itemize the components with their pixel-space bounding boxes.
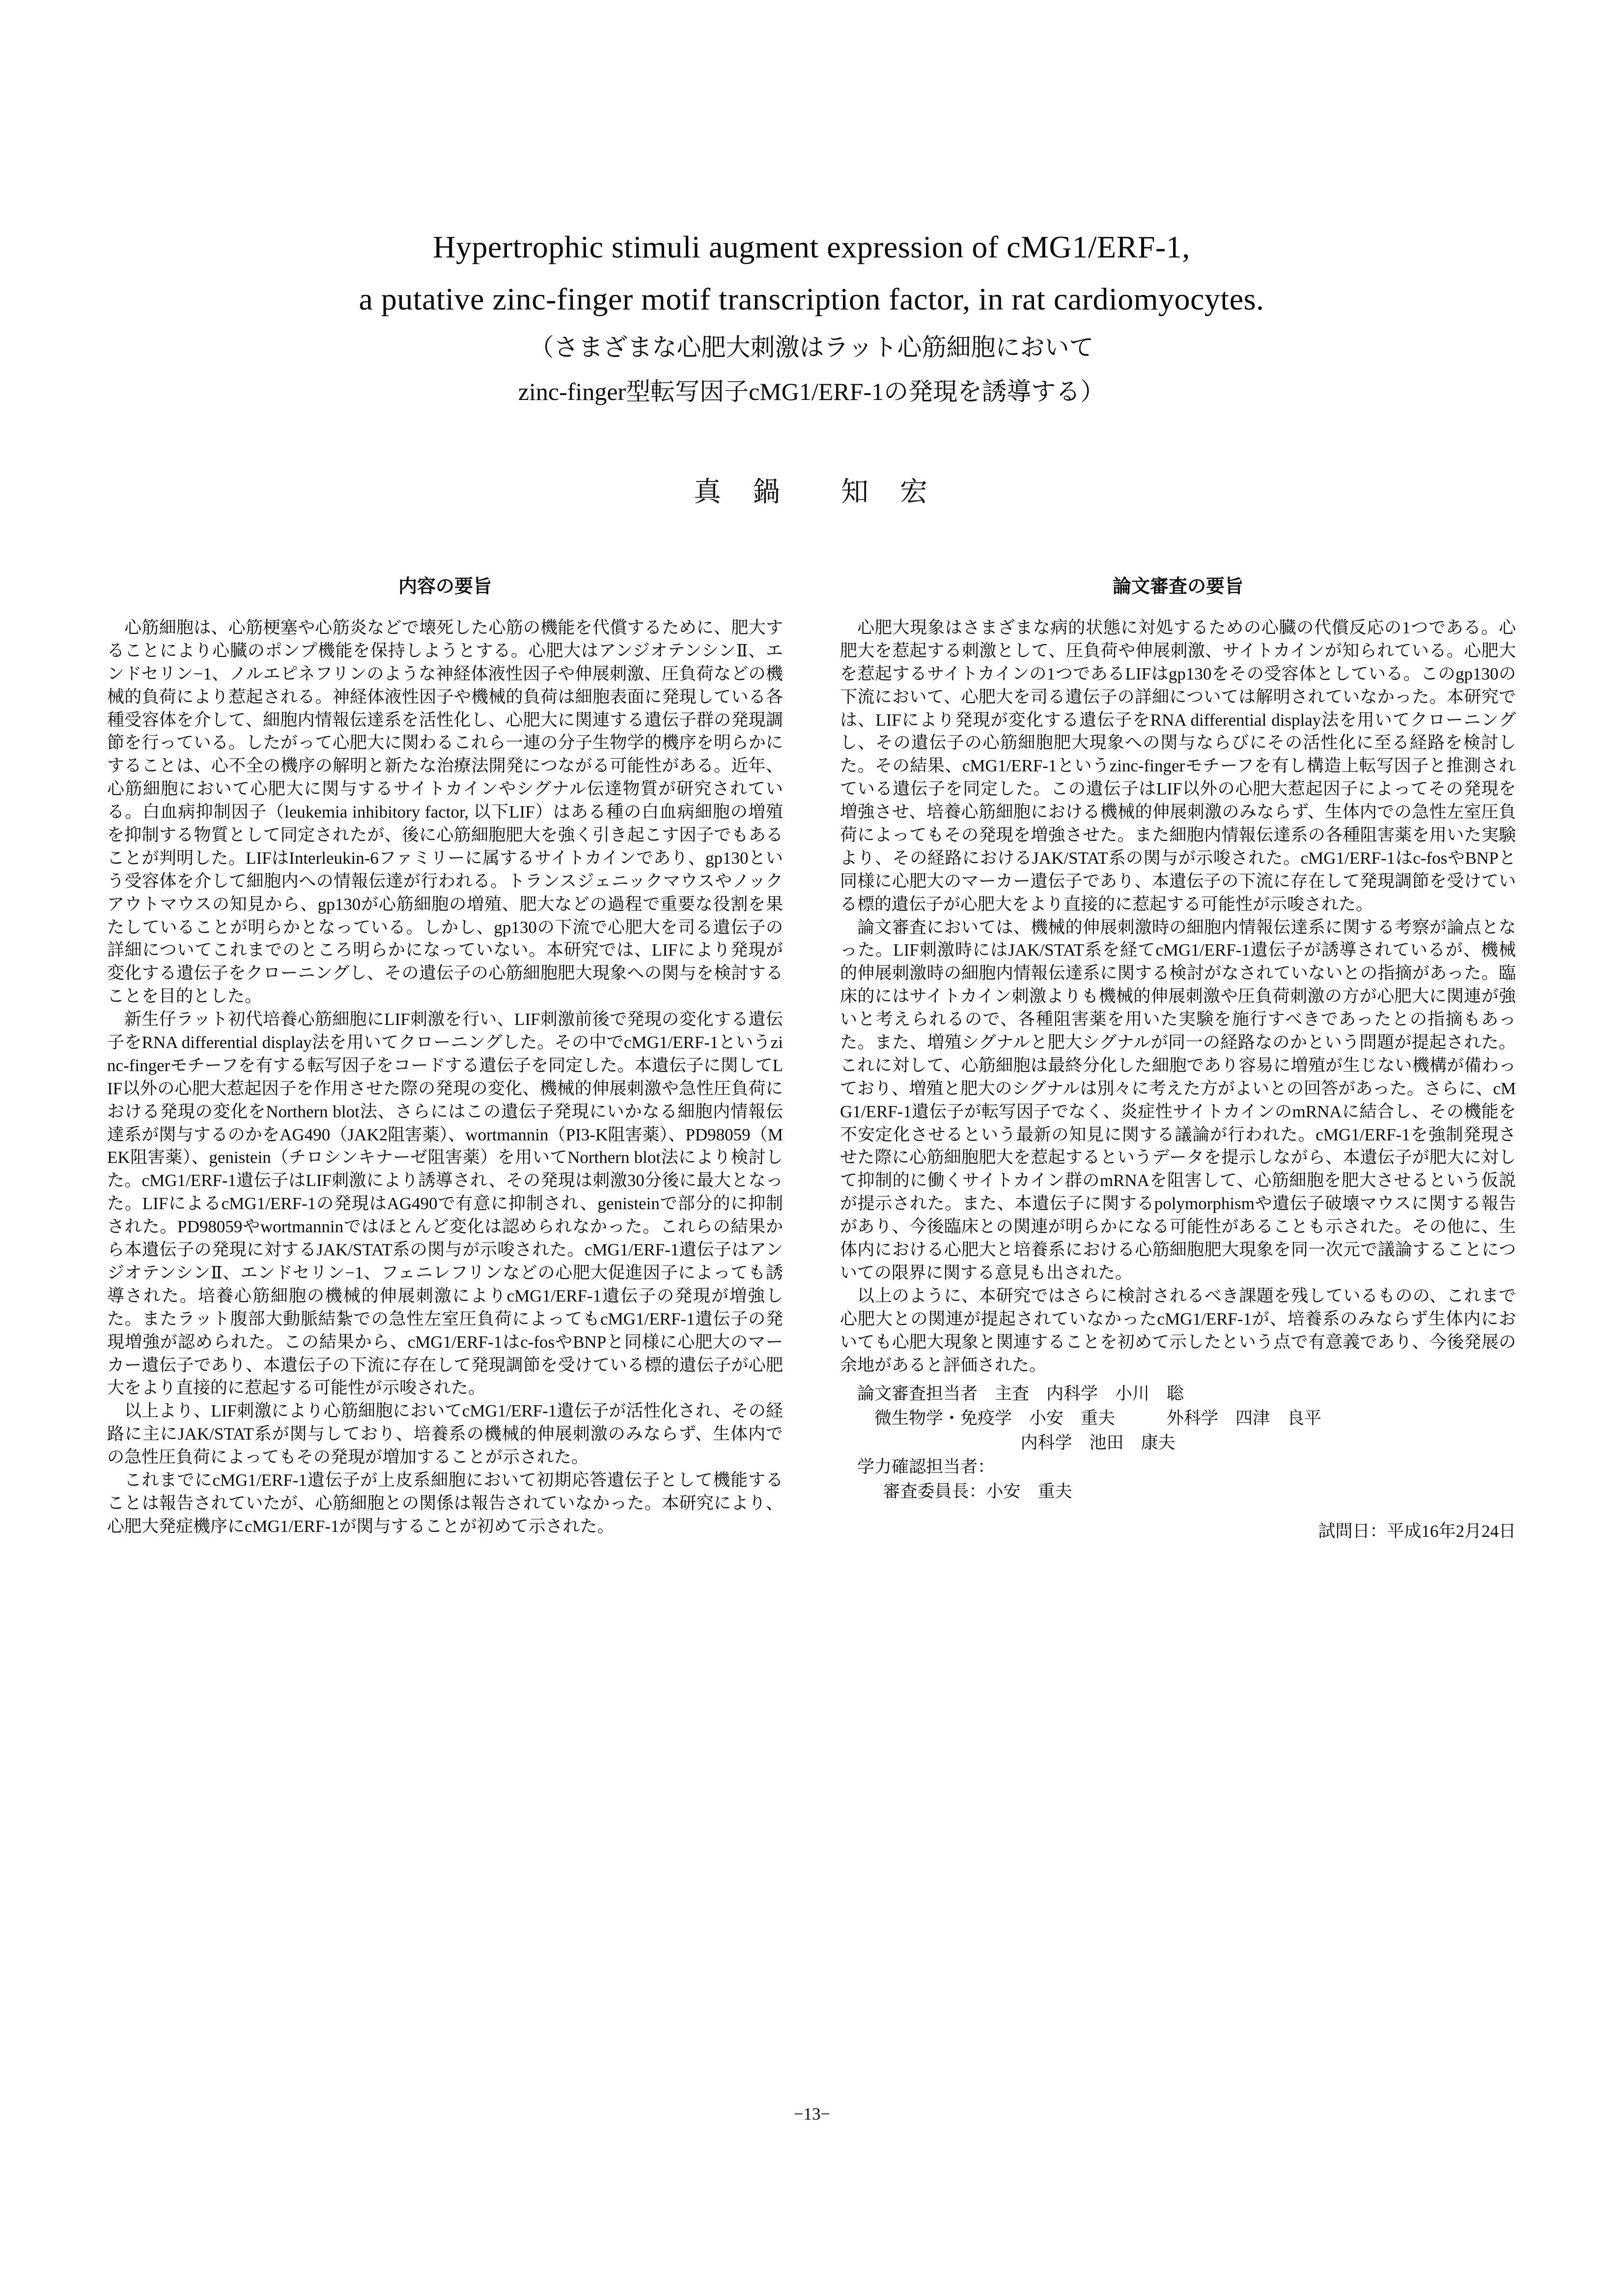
- content-summary-paragraph-1: 心筋細胞は、心筋梗塞や心筋炎などで壊死した心筋の機能を代償するために、肥大することにより心臓のポンプ機能を保持しようとする。心肥大はアンジオテンシンⅡ、エンドセリン−1、ノルエピネフリンのような神経体液性因子や伸展刺激、圧負荷などの機械的負荷により惹起される。神経体液性因子や機械的負荷は細胞表面に発現している各種受容体を介して、細胞内情報伝達系を活性化し、心肥大に関連する遺伝子群の発現調節を行っている。したがって心肥大に関わるこれら一連の分子生物学的機序を明らかにすることは、心不全の機序の解明と新たな治療法開発につながる可能性がある。近年、心筋細胞において心肥大に関与するサイトカインやシグナル伝達物質が研究されている。白血病抑制因子（leukemia inhibitory factor, 以下LIF）はある種の白血病細胞の増殖を抑制する物質として同定されたが、後に心筋細胞肥大を強く引き起こす因子でもあることが判明した。LIFはInterleukin-6ファミリーに属するサイトカインであり、gp130という受容体を介して細胞内への情報伝達が行われる。トランスジェニックマウスやノックアウトマウスの知見から、gp130が心筋細胞の増殖、肥大などの過程で重要な役割を果たしていることが明らかとなっている。しかし、gp130の下流で心肥大を司る遺伝子の詳細についてこれまでのところ明らかになっていない。本研究では、LIFにより発現が変化する遺伝子をクローニングし、その遺伝子の心筋細胞肥大現象への関与を検討することを目的とした。: [107, 618, 783, 1006]
- content-summary-paragraph-4: これまでにcMG1/ERF-1遺伝子が上皮系細胞において初期応答遺伝子として機能することは報告されていたが、心筋細胞との関係は報告されていなかった。本研究により、心肥大発症機序にcMG1/ERF-1が関与することが初めて示された。: [107, 1470, 783, 1536]
- review-summary-paragraph-1: 心肥大現象はさまざまな病的状態に対処するための心臓の代償反応の1つである。心肥大を惹起する刺激として、圧負荷や伸展刺激、サイトカインが知られている。心肥大を惹起するサイトカインの1つであるLIFはgp130をその受容体としている。このgp130の下流において、心肥大を司る遺伝子の詳細については解明されていなかった。本研究では、LIFにより発現が変化する遺伝子をRNA differential display法を用いてクローニングし、その遺伝子の心筋細胞肥大現象への関与ならびにその活性化に至る経路を検討した。その結果、cMG1/ERF-1というzinc-fingerモチーフを有し構造上転写因子と推測されている遺伝子を同定した。この遺伝子はLIF以外の心肥大惹起因子によってその発現を増強させ、培養心筋細胞における機械的伸展刺激のみならず、生体内での急性左室圧負荷によってもその発現を増強させた。また細胞内情報伝達系の各種阻害薬を用いた実験より、その経路におけるJAK/STAT系の関与が示唆された。cMG1/ERF-1はc-fosやBNPと同様に心肥大のマーカー遺伝子であり、本遺伝子の下流に存在して発現調節を受けている標的遺伝子が心肥大をより直接的に惹起する可能性が示唆された。: [840, 618, 1516, 914]
- review-summary-column: [840, 571, 1516, 1542]
- review-summary-paragraph-2: 論文審査においては、機械的伸展刺激時の細胞内情報伝達系に関する考察が論点となった。LIF刺激時にはJAK/STAT系を経てcMG1/ERF-1遺伝子が誘導されているが、機械的伸展刺激時の細胞内情報伝達系に関する検討がなされていないとの指摘があった。臨床的にはサイトカイン刺激よりも機械的伸展刺激や圧負荷刺激の方が心肥大に関連が強いと考えられるので、各種阻害薬を用いた実験を施行すべきであったとの指摘もあった。また、増殖シグナルと肥大シグナルが同一の経路なのかという問題が提起された。これに対して、心筋細胞は最終分化した細胞であり容易に増殖が生じない機構が備わっており、増殖と肥大のシグナルは別々に考えた方がよいとの回答があった。さらに、cMG1/ERF-1遺伝子が転写因子でなく、炎症性サイトカインのmRNAに結合し、その機能を不安定化させるという最新の知見に関する議論が行われた。cMG1/ERF-1を強制発現させた際に心筋細胞肥大を惹起するというデータを提示しながら、本遺伝子が肥大に対して抑制的に働くサイトカイン群のmRNAを阻害して、心筋細胞を肥大させるという仮説が提示された。また、本遺伝子に関するpolymorphismや遺伝子破壊マウスに関する報告があり、今後臨床との関連が明らかになる可能性があることも示された。その他に、生体内における心肥大と培養系における心筋細胞肥大現象を同一次元で議論することについての限界に関する意見も出された。: [840, 917, 1516, 1282]
- title-block: [107, 221, 1516, 510]
- committee-line-qualification: 学力確認担当者：: [857, 1457, 995, 1477]
- content-summary-paragraph-3: 以上より、LIF刺激により心筋細胞においてcMG1/ERF-1遺伝子が活性化され、その経路に主にJAK/STAT系が関与しており、培養系の機械的伸展刺激のみならず、生体内での急性圧負荷によってもその発現が増加することが示された。: [107, 1401, 783, 1467]
- japanese-subtitle-line-2: zinc-finger型転写因子cMG1/ERF-1の発現を誘導する）: [518, 378, 1105, 405]
- committee-line-chief-examiner: 論文審査担当者 主査 内科学 小川 聡: [857, 1384, 1184, 1404]
- committee-line-examiners-2: 内科学 池田 康夫: [1020, 1433, 1176, 1452]
- review-summary-paragraph-3: 以上のように、本研究ではさらに検討されるべき課題を残しているものの、これまで心肥大との関連が提起されていなかったcMG1/ERF-1が、培養系のみならず生体内においても心肥大現象と関連することを初めて示したという点で有意義であり、今後発展の余地があると評価された。: [840, 1286, 1516, 1375]
- english-title-line-2: a putative zinc-finger motif transcription factor, in rat cardiomyocytes.: [359, 282, 1264, 316]
- page-number: −13−: [793, 2104, 831, 2124]
- english-title-line-1: Hypertrophic stimuli augment expression of cMG1/ERF-1,: [433, 229, 1190, 264]
- content-summary-heading: 内容の要旨: [398, 576, 492, 597]
- committee-block: [840, 1382, 1516, 1503]
- two-column-body: [107, 571, 1516, 1542]
- japanese-subtitle-line-1: （さまざまな心肥大刺激はラット心筋細胞において: [529, 334, 1094, 361]
- author-name: 真 鍋 知 宏: [694, 477, 929, 508]
- content-summary-paragraph-2: 新生仔ラット初代培養心筋細胞にLIF刺激を行い、LIF刺激前後で発現の変化する遺伝子をRNA differential display法を用いてクローニングした。その中でcMG1/ERF-1というzinc-fingerモチーフを有する転写因子をコードする遺伝子を同定した。本遺伝子に関してLIF以外の心肥大惹起因子を作用させた際の発現の変化、機械的伸展刺激や急性圧負荷における発現の変化をNorthern blot法、さらにはこの遺伝子発現にいかなる細胞内情報伝達系が関与するのかをAG490（JAK2阻害薬）、wortmannin（PI3-K阻害薬）、PD98059（MEK阻害薬）、genistein（チロシンキナーゼ阻害薬）を用いてNorthern blot法により検討した。cMG1/ERF-1遺伝子はLIF刺激により誘導され、その発現は刺激30分後に最大となった。LIFによるcMG1/ERF-1の発現はAG490で有意に抑制され、genisteinで部分的に抑制された。PD98059やwortmanninではほとんど変化は認められなかった。これらの結果から本遺伝子の発現に対するJAK/STAT系の関与が示唆された。cMG1/ERF-1遺伝子はアンジオテンシンⅡ、エンドセリン−1、フェニレフリンなどの心肥大促進因子によっても誘導された。培養心筋細胞の機械的伸展刺激によりcMG1/ERF-1遺伝子の発現が増強した。またラット腹部大動脈結紮での急性左室圧負荷によってもcMG1/ERF-1遺伝子の発現増強が認められた。この結果から、cMG1/ERF-1はc-fosやBNPと同様に心肥大のマーカー遺伝子であり、本遺伝子の下流に存在して発現調節を受けている標的遺伝子が心肥大をより直接的に惹起する可能性が示唆された。: [107, 1010, 783, 1398]
- content-summary-column: [107, 571, 783, 1542]
- review-summary-heading: 論文審査の要旨: [1112, 576, 1243, 597]
- committee-line-review-chair: 審査委員長：小安 重夫: [883, 1482, 1072, 1502]
- exam-date: 試問日：平成16年2月24日: [1318, 1521, 1516, 1541]
- committee-line-examiners-1: 微生物学・免疫学 小安 重夫 外科学 四津 良平: [874, 1409, 1322, 1428]
